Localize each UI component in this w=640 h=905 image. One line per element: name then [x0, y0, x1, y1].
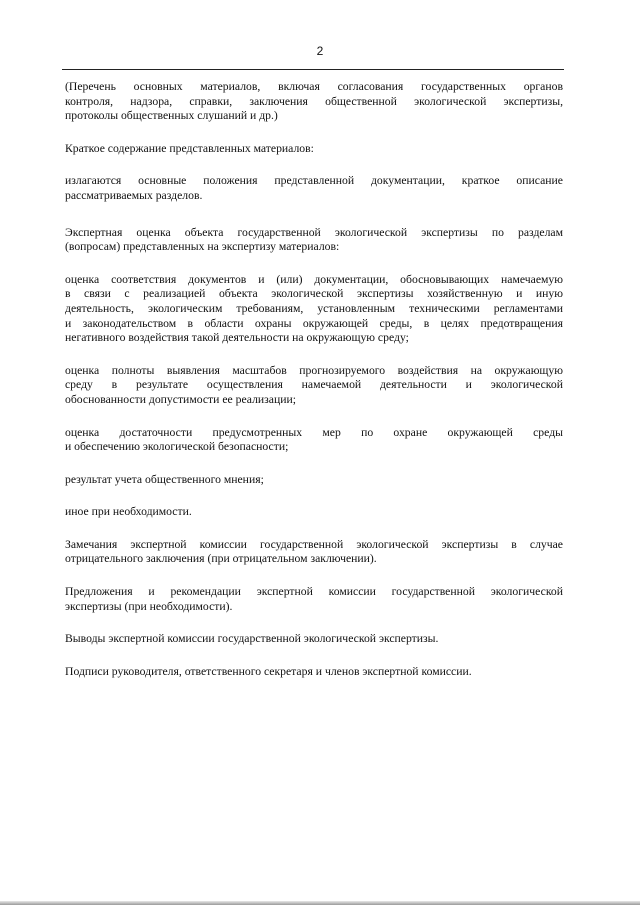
paragraph-line: Выводы экспертной комиссии государственной экологической экспертизы. [65, 632, 439, 646]
paragraph-line: контроля, надзора, справки, заключения общественной экологической экспертизы, [65, 94, 563, 108]
paragraph-line: экспертизы (при необходимости). [65, 599, 233, 613]
paragraph-line: деятельность, экологическим требованиям, установленным техническими регламентами [65, 301, 563, 315]
paragraph-line: оценка соответствия документов и (или) документации, обосновывающих намечаемую [65, 272, 563, 286]
paragraph-line: обоснованности допустимости ее реализации; [65, 392, 296, 406]
paragraph-line: в связи с реализацией объекта экологической экспертизы хозяйственную и иную [65, 287, 563, 301]
scan-edge [0, 901, 640, 905]
paragraph-line: среду в результате осуществления намечаемой деятельности и экологической [65, 378, 563, 392]
paragraph-line: и обеспечению экологической безопасности; [65, 440, 289, 454]
paragraph-line: (Перечень основных материалов, включая согласования государственных органов [65, 80, 563, 93]
paragraph-line: и законодательством в области охраны окружающей среды, в целях предотвращения [65, 316, 563, 330]
paragraph-line: Подписи руководителя, ответственного секретаря и членов экспертной комиссии. [65, 664, 472, 678]
page-number: 2 [316, 44, 324, 58]
paragraph-line: протоколы общественных слушаний и др.) [65, 109, 278, 123]
summary-heading: Краткое содержание представленных материалов: [65, 141, 314, 155]
expert-assessment-heading: Экспертная оценка объекта государственной экологической экспертизы по разделам [65, 225, 563, 239]
header-rule [62, 69, 564, 70]
paragraph-line: излагаются основные положения представленной документации, краткое описание [65, 174, 563, 188]
paragraph-line: результат учета общественного мнения; [65, 472, 264, 486]
paragraph-line: негативного воздействия такой деятельности на окружающую среду; [65, 331, 409, 345]
document-body [65, 80, 563, 679]
paragraph-line: оценка достаточности предусмотренных мер по охране окружающей среды [65, 425, 563, 439]
paragraph-line: иное при необходимости. [65, 505, 192, 519]
paragraph-line: рассматриваемых разделов. [65, 188, 203, 202]
paragraph-line: оценка полноты выявления масштабов прогнозируемого воздействия на окружающую [65, 363, 563, 377]
paragraph-line: (вопросам) представленных на экспертизу материалов: [65, 240, 340, 254]
paragraph-line: Замечания экспертной комиссии государственной экологической экспертизы в случае [65, 537, 563, 551]
paragraph-line: Предложения и рекомендации экспертной комиссии государственной экологической [65, 585, 563, 599]
paragraph-line: отрицательного заключения (при отрицательном заключении). [65, 552, 377, 566]
